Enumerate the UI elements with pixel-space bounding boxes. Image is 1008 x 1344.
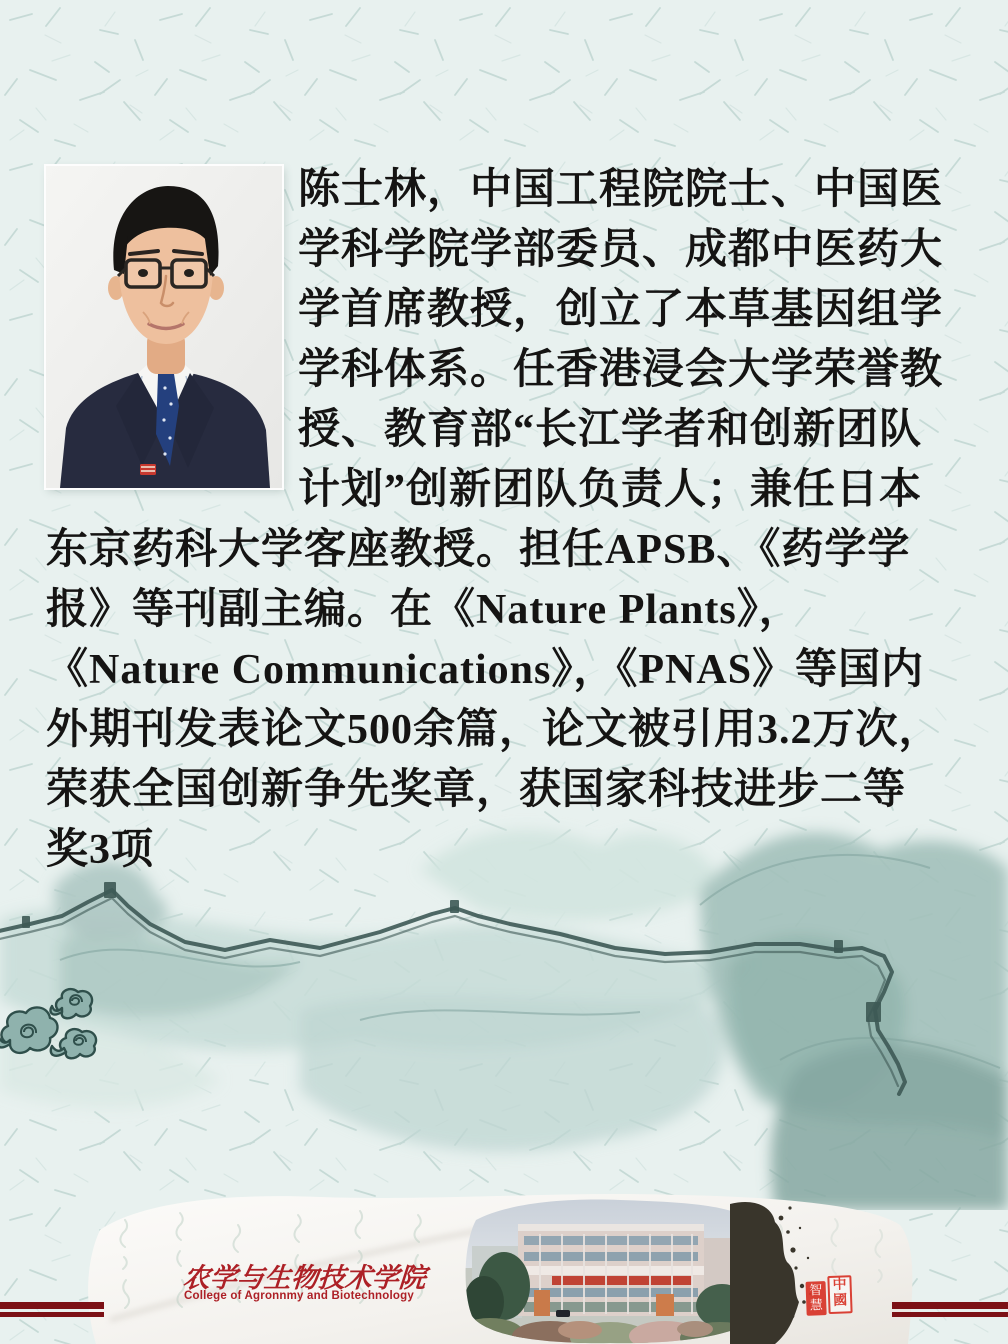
bio-line: 授、教育部“长江学者和创新团队 [298,407,923,453]
seal-text-right: 中國 [827,1275,852,1314]
bottom-rule-right-thick [892,1302,1008,1309]
bio-text-block [46,160,960,880]
bio-line: 东京药科大学客座教授。担任APSB、《药学学 [46,527,911,573]
bio-line: 奖3项 [46,827,155,873]
bio-line: 报》等刊副主编。在《Nature Plants》， [46,587,802,633]
ink-blot [730,1198,822,1344]
bio-line: 外期刊发表论文500余篇，论文被引用3.2万次， [46,707,942,753]
college-name-english: College of Agronnmy and Biotechnology [184,1290,414,1302]
portrait-photo [46,166,282,488]
bottom-rule-left-thick [0,1302,104,1309]
bio-line: 荣获全国创新争先奖章，获国家科技进步二等 [46,767,907,813]
bottom-rule-right-thin [892,1312,1008,1317]
portrait-illustration [46,166,282,488]
bio-line: 《Nature Communications》，《PNAS》等国内 [46,647,925,693]
bio-line: 计划”创新团队负责人；兼任日本 [298,467,923,513]
bio-line: 学科学院学部委员、成都中医药大 [298,227,944,273]
cloud-motif [0,986,112,1080]
bio-line: 陈士林，中国工程院院士、中国医 [298,167,944,213]
bottom-rule-left-thin [0,1312,104,1317]
college-name-chinese: 农学与生物技术学院 [181,1263,427,1293]
seal-text-left: 智慧 [806,1281,827,1316]
college-seal [805,1275,852,1316]
campus-photo [460,1198,762,1344]
bio-line: 学首席教授，创立了本草基因组学 [298,287,944,333]
bio-line: 学科体系。任香港浸会大学荣誉教 [298,347,944,393]
